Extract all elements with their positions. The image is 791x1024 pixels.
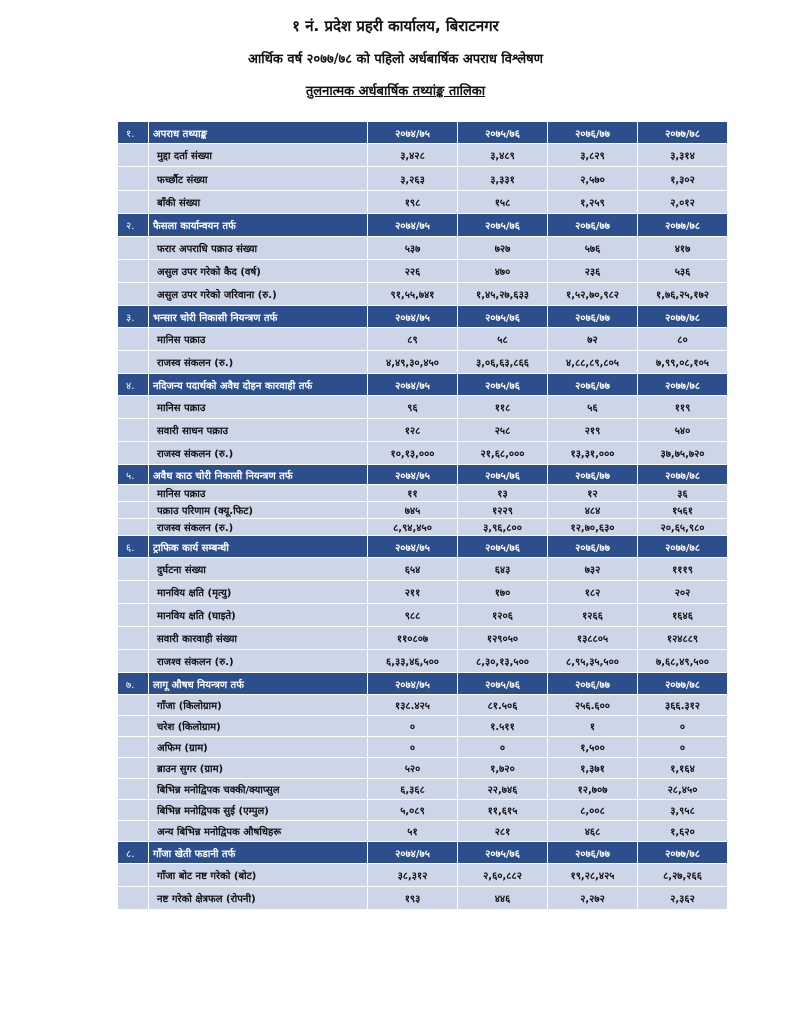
fiscal-year-header: २०७७/७८: [638, 214, 728, 237]
row-value: ८,००८: [548, 800, 638, 821]
row-value: १३,३१,०००: [548, 442, 638, 465]
table-row: [118, 800, 728, 821]
row-value: ५३६: [638, 260, 728, 283]
row-value: ४,८८,८९,८०५: [548, 351, 638, 374]
row-number-cell: [118, 442, 149, 465]
row-value: १२६६: [548, 604, 638, 627]
row-value: २३६: [548, 260, 638, 283]
fiscal-year-header: २०७४/७५: [368, 214, 458, 237]
row-value: ५१: [368, 821, 458, 842]
row-label: गाँजा (किलोग्राम): [149, 695, 368, 716]
row-label: असुल उपर गरेको कैद (वर्ष): [149, 260, 368, 283]
row-label: अफिम (ग्राम): [149, 737, 368, 758]
section-number: ३.: [118, 306, 149, 328]
row-value: ५८: [458, 328, 548, 351]
row-number-cell: [118, 260, 149, 283]
row-value: १,२५९: [548, 191, 638, 214]
section-title: ट्राफिक कार्य सम्बन्धी: [149, 536, 368, 558]
row-value: ३६: [638, 485, 728, 502]
row-label: मानविय क्षति (मृत्यु): [149, 581, 368, 604]
row-number-cell: [118, 351, 149, 374]
row-value: ९६: [368, 396, 458, 419]
row-label: राजस्व संकलन (रु.): [149, 442, 368, 465]
row-value: १८२: [548, 581, 638, 604]
fiscal-year-header: २०७६/७७: [548, 673, 638, 695]
row-value: ८,२७,२६६: [638, 864, 728, 887]
row-value: १३८८०५: [548, 627, 638, 650]
row-value: १,५००: [548, 737, 638, 758]
report-subtitle: आर्थिक वर्ष २०७७/७८ को पहिलो अर्धबार्षिक अपराध विश्लेषण: [247, 52, 544, 67]
row-value: २२,७४६: [458, 779, 548, 800]
fiscal-year-header: २०७४/७५: [368, 842, 458, 864]
section-header-row: [118, 465, 728, 485]
row-number-cell: [118, 779, 149, 800]
row-number-cell: [118, 167, 149, 191]
fiscal-year-header: २०७७/७८: [638, 306, 728, 328]
fiscal-year-header: २०७४/७५: [368, 536, 458, 558]
row-number-cell: [118, 485, 149, 502]
row-number-cell: [118, 237, 149, 260]
section-header-row: [118, 306, 728, 328]
row-number-cell: [118, 604, 149, 627]
row-value: ४७०: [458, 260, 548, 283]
row-label: नष्ट गरेको क्षेत्रफल (रोपनी): [149, 887, 368, 910]
section-title: गाँजा खेती फडानी तर्फ: [149, 842, 368, 864]
row-number-cell: [118, 627, 149, 650]
row-value: ०: [368, 716, 458, 737]
row-label: राजस्व संकलन (रु.): [149, 351, 368, 374]
table-row: [118, 864, 728, 887]
row-value: ८,९४,४५०: [368, 519, 458, 536]
row-number-cell: [118, 758, 149, 779]
row-value: १,७२०: [458, 758, 548, 779]
row-value: २,०१२: [638, 191, 728, 214]
row-value: १७०: [458, 581, 548, 604]
row-value: १२०६: [458, 604, 548, 627]
statistics-table-body: [118, 122, 728, 910]
row-value: १,४५,२७,६३३: [458, 283, 548, 306]
row-value: ११०८०७: [368, 627, 458, 650]
table-row: [118, 779, 728, 800]
row-value: ४६८: [548, 821, 638, 842]
fiscal-year-header: २०७५/७६: [458, 536, 548, 558]
row-value: ७,९९,०८,१०५: [638, 351, 728, 374]
fiscal-year-header: २०७७/७८: [638, 374, 728, 396]
table-row: [118, 650, 728, 673]
table-row: [118, 442, 728, 465]
row-label: असुल उपर गरेको जरिवाना (रु.): [149, 283, 368, 306]
row-label: राजश्व संकलन (रु.): [149, 650, 368, 673]
fiscal-year-header: २०७६/७७: [548, 536, 638, 558]
row-value: ६५४: [368, 558, 458, 581]
row-number-cell: [118, 695, 149, 716]
table-row: [118, 758, 728, 779]
row-value: १२९०५०: [458, 627, 548, 650]
row-label: बाँकी संख्या: [149, 191, 368, 214]
section-title: भन्सार चोरी निकासी नियन्त्रण तर्फ: [149, 306, 368, 328]
table-row: [118, 237, 728, 260]
row-value: ३,९६,८००: [458, 519, 548, 536]
row-value: ११: [368, 485, 458, 502]
row-value: ०: [368, 737, 458, 758]
row-value: २,३६२: [638, 887, 728, 910]
row-label: सवारी साधन पक्राउ: [149, 419, 368, 442]
row-value: २५८: [458, 419, 548, 442]
row-value: ६,३३,४६,५००: [368, 650, 458, 673]
row-value: १.५११: [458, 716, 548, 737]
section-title: लागू औषध नियन्त्रण तर्फ: [149, 673, 368, 695]
row-value: २०२: [638, 581, 728, 604]
row-value: ८,३०,१३,५००: [458, 650, 548, 673]
row-value: १२,७०,६३०: [548, 519, 638, 536]
fiscal-year-header: २०७६/७७: [548, 306, 638, 328]
row-number-cell: [118, 502, 149, 519]
row-value: ३७,७५,७२०: [638, 442, 728, 465]
table-row: [118, 627, 728, 650]
row-value: ७४५: [368, 502, 458, 519]
section-number: ५.: [118, 465, 149, 485]
table-row: [118, 716, 728, 737]
section-title: अपराध तथ्याङ्क: [149, 122, 368, 144]
row-value: ८,९५,३५,५००: [548, 650, 638, 673]
section-header-row: [118, 842, 728, 864]
row-value: १,३७१: [548, 758, 638, 779]
row-value: ११९: [638, 396, 728, 419]
section-number: २.: [118, 214, 149, 237]
row-label: चरेश (किलोग्राम): [149, 716, 368, 737]
row-value: ३,९५८: [638, 800, 728, 821]
row-number-cell: [118, 864, 149, 887]
row-value: १२४८८९: [638, 627, 728, 650]
row-value: ८१.५०६: [458, 695, 548, 716]
section-header-row: [118, 374, 728, 396]
section-title: अवैध काठ चोरी निकासी नियन्त्रण तर्फ: [149, 465, 368, 485]
row-label: मानविय क्षति (घाइते): [149, 604, 368, 627]
row-value: १: [548, 716, 638, 737]
row-value: २८,४५०: [638, 779, 728, 800]
table-row: [118, 581, 728, 604]
row-value: ३,४८९: [458, 144, 548, 167]
row-label: राजस्व संकलन (रु.): [149, 519, 368, 536]
section-header-row: [118, 536, 728, 558]
section-number: १.: [118, 122, 149, 144]
row-value: ६,३६८: [368, 779, 458, 800]
fiscal-year-header: २०७६/७७: [548, 122, 638, 144]
row-value: १२२९: [458, 502, 548, 519]
row-label: मानिस पक्राउ: [149, 328, 368, 351]
row-value: ०: [638, 716, 728, 737]
row-number-cell: [118, 800, 149, 821]
section-header-row: [118, 214, 728, 237]
table-row: [118, 485, 728, 502]
table-row: [118, 558, 728, 581]
row-value: ७३२: [548, 558, 638, 581]
fiscal-year-header: २०७७/७८: [638, 536, 728, 558]
row-value: २२६: [368, 260, 458, 283]
row-value: ७२: [548, 328, 638, 351]
row-number-cell: [118, 650, 149, 673]
fiscal-year-header: २०७४/७५: [368, 465, 458, 485]
row-value: ३,३३१: [458, 167, 548, 191]
row-value: ३८,३१२: [368, 864, 458, 887]
row-value: ४४६: [458, 887, 548, 910]
fiscal-year-header: २०७५/७६: [458, 122, 548, 144]
row-value: १२८: [368, 419, 458, 442]
row-number-cell: [118, 419, 149, 442]
row-value: १२: [548, 485, 638, 502]
row-label: ब्राउन सुगर (ग्राम): [149, 758, 368, 779]
row-value: १०,१३,०००: [368, 442, 458, 465]
row-value: ७,६८,४९,५००: [638, 650, 728, 673]
row-value: २१९: [548, 419, 638, 442]
fiscal-year-header: २०७७/७८: [638, 673, 728, 695]
row-value: ५४०: [638, 419, 728, 442]
row-value: ९१,५५,७४१: [368, 283, 458, 306]
table-row: [118, 519, 728, 536]
row-value: १३८.४२५: [368, 695, 458, 716]
row-value: ५७६: [548, 237, 638, 260]
fiscal-year-header: २०७४/७५: [368, 306, 458, 328]
fiscal-year-header: २०७७/७८: [638, 465, 728, 485]
row-label: मानिस पक्राउ: [149, 485, 368, 502]
row-number-cell: [118, 737, 149, 758]
row-label: सवारी कारवाही संख्या: [149, 627, 368, 650]
row-value: २,५७०: [548, 167, 638, 191]
table-row: [118, 167, 728, 191]
row-value: २११: [368, 581, 458, 604]
row-value: १११९: [638, 558, 728, 581]
section-header-row: [118, 122, 728, 144]
row-number-cell: [118, 144, 149, 167]
row-label: बिभिन्न मनोद्विपक चक्की/क्याप्सुल: [149, 779, 368, 800]
table-row: [118, 351, 728, 374]
table-row: [118, 821, 728, 842]
row-number-cell: [118, 821, 149, 842]
fiscal-year-header: २०७७/७८: [638, 842, 728, 864]
fiscal-year-header: २०७६/७७: [548, 374, 638, 396]
table-row: [118, 695, 728, 716]
table-row: [118, 887, 728, 910]
row-value: ०: [458, 737, 548, 758]
section-number: ७.: [118, 673, 149, 695]
section-header-row: [118, 673, 728, 695]
row-value: ३,८२९: [548, 144, 638, 167]
row-label: मानिस पक्राउ: [149, 396, 368, 419]
table-row: [118, 191, 728, 214]
section-number: ६.: [118, 536, 149, 558]
table-row: [118, 283, 728, 306]
row-value: ३,२६३: [368, 167, 458, 191]
section-title: फैसला कार्यान्वयन तर्फ: [149, 214, 368, 237]
row-value: १,१६४: [638, 758, 728, 779]
row-value: ९८८: [368, 604, 458, 627]
row-number-cell: [118, 716, 149, 737]
row-value: १२,७०७: [548, 779, 638, 800]
row-value: ८९: [368, 328, 458, 351]
section-title: नदिजन्य पदार्थको अवैध दोहन कारवाही तर्फ: [149, 374, 368, 396]
row-value: ४,४९,३०,४५०: [368, 351, 458, 374]
row-number-cell: [118, 581, 149, 604]
row-value: १९३: [368, 887, 458, 910]
row-label: पक्राउ परिणाम (क्यू.फिट): [149, 502, 368, 519]
row-value: १९,२८,४२५: [548, 864, 638, 887]
table-row: [118, 396, 728, 419]
fiscal-year-header: २०७५/७६: [458, 214, 548, 237]
row-value: ३६६.३१२: [638, 695, 728, 716]
fiscal-year-header: २०७५/७६: [458, 465, 548, 485]
row-value: ५६: [548, 396, 638, 419]
row-label: मुद्दा दर्ता संख्या: [149, 144, 368, 167]
row-number-cell: [118, 191, 149, 214]
row-value: १९८: [368, 191, 458, 214]
section-number: ४.: [118, 374, 149, 396]
table-row: [118, 328, 728, 351]
row-value: ५२०: [368, 758, 458, 779]
row-value: ११८: [458, 396, 548, 419]
row-number-cell: [118, 283, 149, 306]
row-value: २५६.६००: [548, 695, 638, 716]
table-caption: [0, 81, 791, 99]
row-value: २,२७२: [548, 887, 638, 910]
row-value: ११,६१५: [458, 800, 548, 821]
row-value: २०,६५,९८०: [638, 519, 728, 536]
fiscal-year-header: २०७५/७६: [458, 374, 548, 396]
row-label: बिभिन्न मनोद्विपक सुई (एम्पुल): [149, 800, 368, 821]
row-value: १,६२०: [638, 821, 728, 842]
row-value: ०: [638, 737, 728, 758]
statistics-table: [117, 121, 728, 910]
row-value: ६४३: [458, 558, 548, 581]
fiscal-year-header: २०७४/७५: [368, 374, 458, 396]
table-row: [118, 737, 728, 758]
row-value: ७२७: [458, 237, 548, 260]
row-value: ५,०८९: [368, 800, 458, 821]
office-title: १ नं. प्रदेश प्रहरी कार्यालय, बिराटनगर: [292, 17, 499, 35]
row-value: ८०: [638, 328, 728, 351]
row-label: फरार अपराधि पक्राउ संख्या: [149, 237, 368, 260]
row-number-cell: [118, 887, 149, 910]
row-value: १३: [458, 485, 548, 502]
row-value: १५८: [458, 191, 548, 214]
row-value: २,६०,८८२: [458, 864, 548, 887]
row-value: २८१: [458, 821, 548, 842]
row-label: फर्च्छौट संख्या: [149, 167, 368, 191]
row-value: १६४६: [638, 604, 728, 627]
table-row: [118, 144, 728, 167]
fiscal-year-header: २०७७/७८: [638, 122, 728, 144]
row-value: ४८४: [548, 502, 638, 519]
row-number-cell: [118, 396, 149, 419]
fiscal-year-header: २०७६/७७: [548, 842, 638, 864]
row-value: ४१७: [638, 237, 728, 260]
table-row: [118, 260, 728, 283]
fiscal-year-header: २०७६/७७: [548, 214, 638, 237]
row-value: १,५२,७०,९८२: [548, 283, 638, 306]
fiscal-year-header: २०७५/७६: [458, 306, 548, 328]
row-label: गाँजा बोट नष्ट गरेको (बोट): [149, 864, 368, 887]
row-number-cell: [118, 328, 149, 351]
table-row: [118, 604, 728, 627]
fiscal-year-header: २०७४/७५: [368, 122, 458, 144]
section-number: ८.: [118, 842, 149, 864]
fiscal-year-header: २०७५/७६: [458, 673, 548, 695]
row-value: ३,०६,६३,८६६: [458, 351, 548, 374]
row-label: दुर्घटना संख्या: [149, 558, 368, 581]
row-number-cell: [118, 519, 149, 536]
row-value: ३,३१४: [638, 144, 728, 167]
row-value: १,७६,२५,१७२: [638, 283, 728, 306]
table-caption-text: तुलनात्मक अर्धबार्षिक तथ्यांङ्क तालिका: [305, 84, 486, 99]
row-value: १५६१: [638, 502, 728, 519]
table-row: [118, 419, 728, 442]
fiscal-year-header: २०७४/७५: [368, 673, 458, 695]
row-number-cell: [118, 558, 149, 581]
fiscal-year-header: २०७५/७६: [458, 842, 548, 864]
table-row: [118, 502, 728, 519]
row-value: ५३७: [368, 237, 458, 260]
row-value: २१,६८,०००: [458, 442, 548, 465]
row-value: ३,४२८: [368, 144, 458, 167]
row-label: अन्य बिभिन्न मनोद्विपक औषधिहरू: [149, 821, 368, 842]
row-value: १,३०२: [638, 167, 728, 191]
fiscal-year-header: २०७६/७७: [548, 465, 638, 485]
